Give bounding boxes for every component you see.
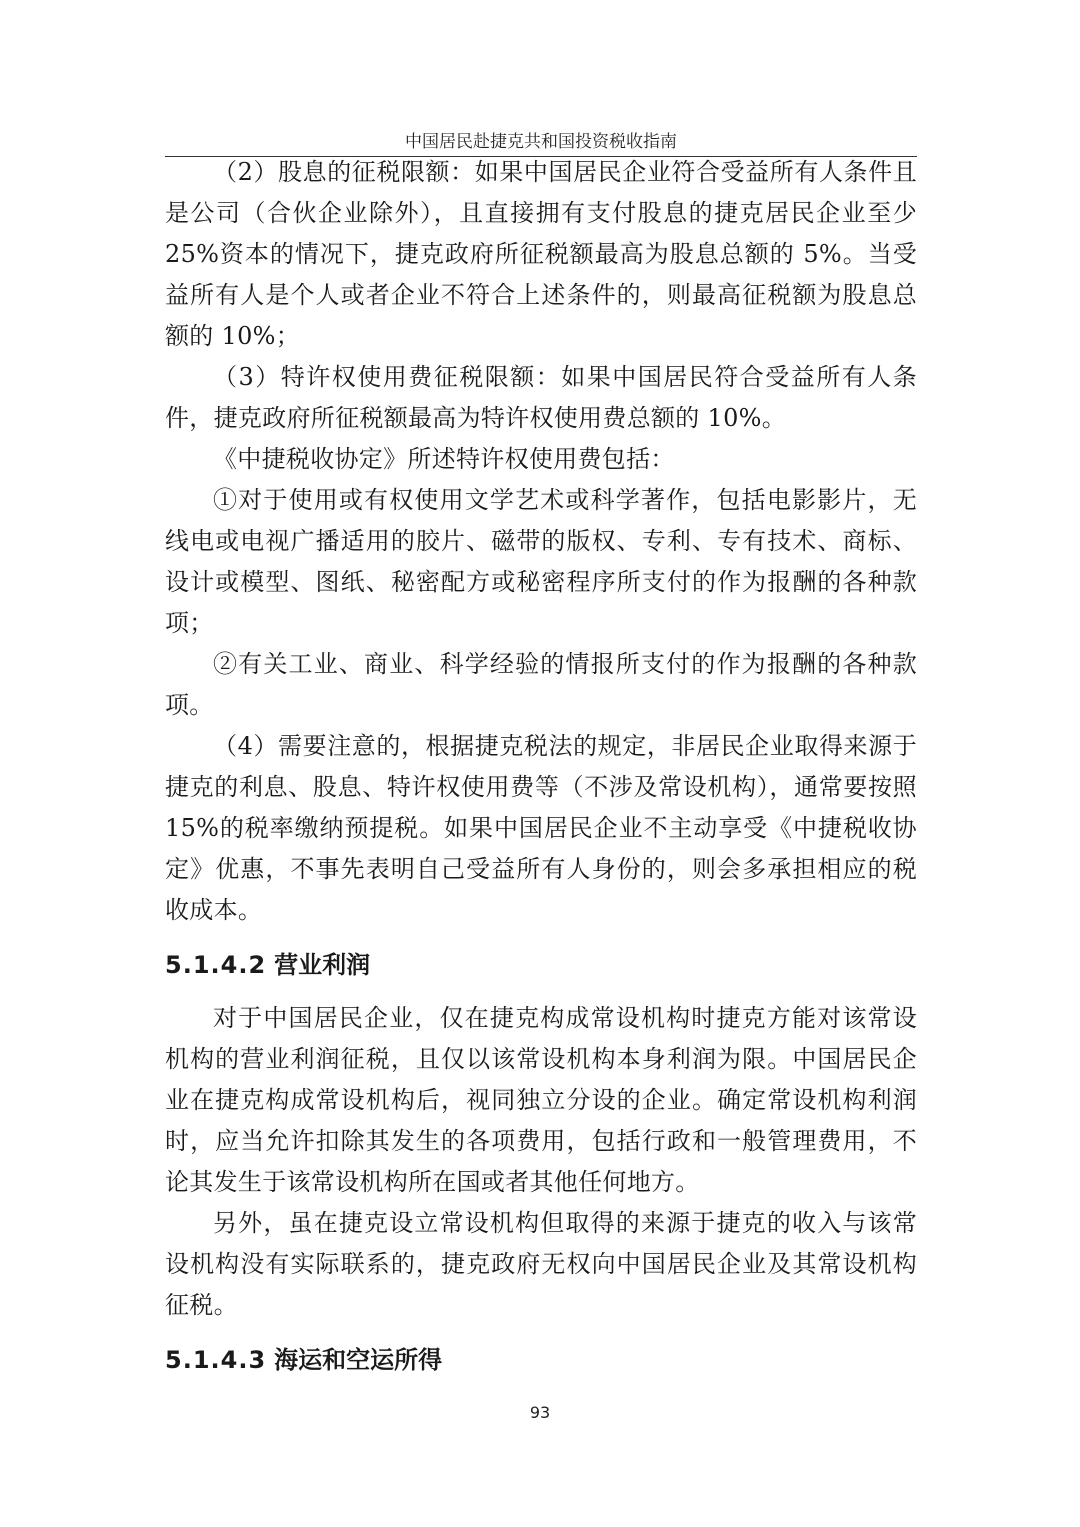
paragraph-dividend-limit: （2）股息的征税限额：如果中国居民企业符合受益所有人条件且是公司（合伙企业除外），且直接拥有支付股息的捷克居民企业至少 25%资本的情况下，捷克政府所征税额最高为股息总额的 5%。当受益所有人是个人或者企业不符合上述条件的，则最高征税额为股息总额的 10%； — [165, 158, 917, 350]
section-number: 5.1.4.3 — [165, 1346, 267, 1374]
section-title: 营业利润 — [274, 951, 371, 979]
paragraph-royalty-limit: （3）特许权使用费征税限额：如果中国居民符合受益所有人条件，捷克政府所征税额最高为特许权使用费总额的 10%。 — [165, 363, 917, 432]
running-header: 中国居民赴捷克共和国投资税收指南 — [405, 132, 677, 152]
paragraph-business-profits: 对于中国居民企业，仅在捷克构成常设机构时捷克方能对该常设机构的营业利润征税，且仅以该常设机构本身利润为限。中国居民企业在捷克构成常设机构后，视同独立分设的企业。确定常设机构利润时，应当允许扣除其发生的各项费用，包括行政和一般管理费用，不论其发生于该常设机构所在国或者其他任何地方。 — [165, 1004, 917, 1196]
page-number: 93 — [529, 1403, 551, 1422]
section-number: 5.1.4.2 — [165, 951, 267, 979]
paragraph-royalty-intro: 《中捷税收协定》所述特许权使用费包括： — [213, 445, 675, 473]
section-title: 海运和空运所得 — [274, 1346, 443, 1374]
paragraph-royalty-item-2: ②有关工业、商业、科学经验的情报所支付的作为报酬的各种款项。 — [165, 650, 917, 719]
paragraph-pe-no-connection: 另外，虽在捷克设立常设机构但取得的来源于捷克的收入与该常设机构没有实际联系的，捷克政府无权向中国居民企业及其常设机构征税。 — [165, 1209, 917, 1319]
paragraph-royalty-item-1: ①对于使用或有权使用文学艺术或科学著作，包括电影影片，无线电或电视广播适用的胶片、磁带的版权、专利、专有技术、商标、设计或模型、图纸、秘密配方或秘密程序所支付的作为报酬的各种款项； — [165, 486, 917, 637]
paragraph-withholding-note: （4）需要注意的，根据捷克税法的规定，非居民企业取得来源于捷克的利息、股息、特许权使用费等（不涉及常设机构），通常要按照 15%的税率缴纳预提税。如果中国居民企业不主动享受《中捷税收协定》优惠，不事先表明自己受益所有人身份的，则会多承担相应的税收成本。 — [165, 732, 917, 924]
page-body — [165, 152, 917, 1393]
section-heading-shipping-air — [165, 1340, 917, 1381]
section-heading-business-profits — [165, 945, 917, 986]
